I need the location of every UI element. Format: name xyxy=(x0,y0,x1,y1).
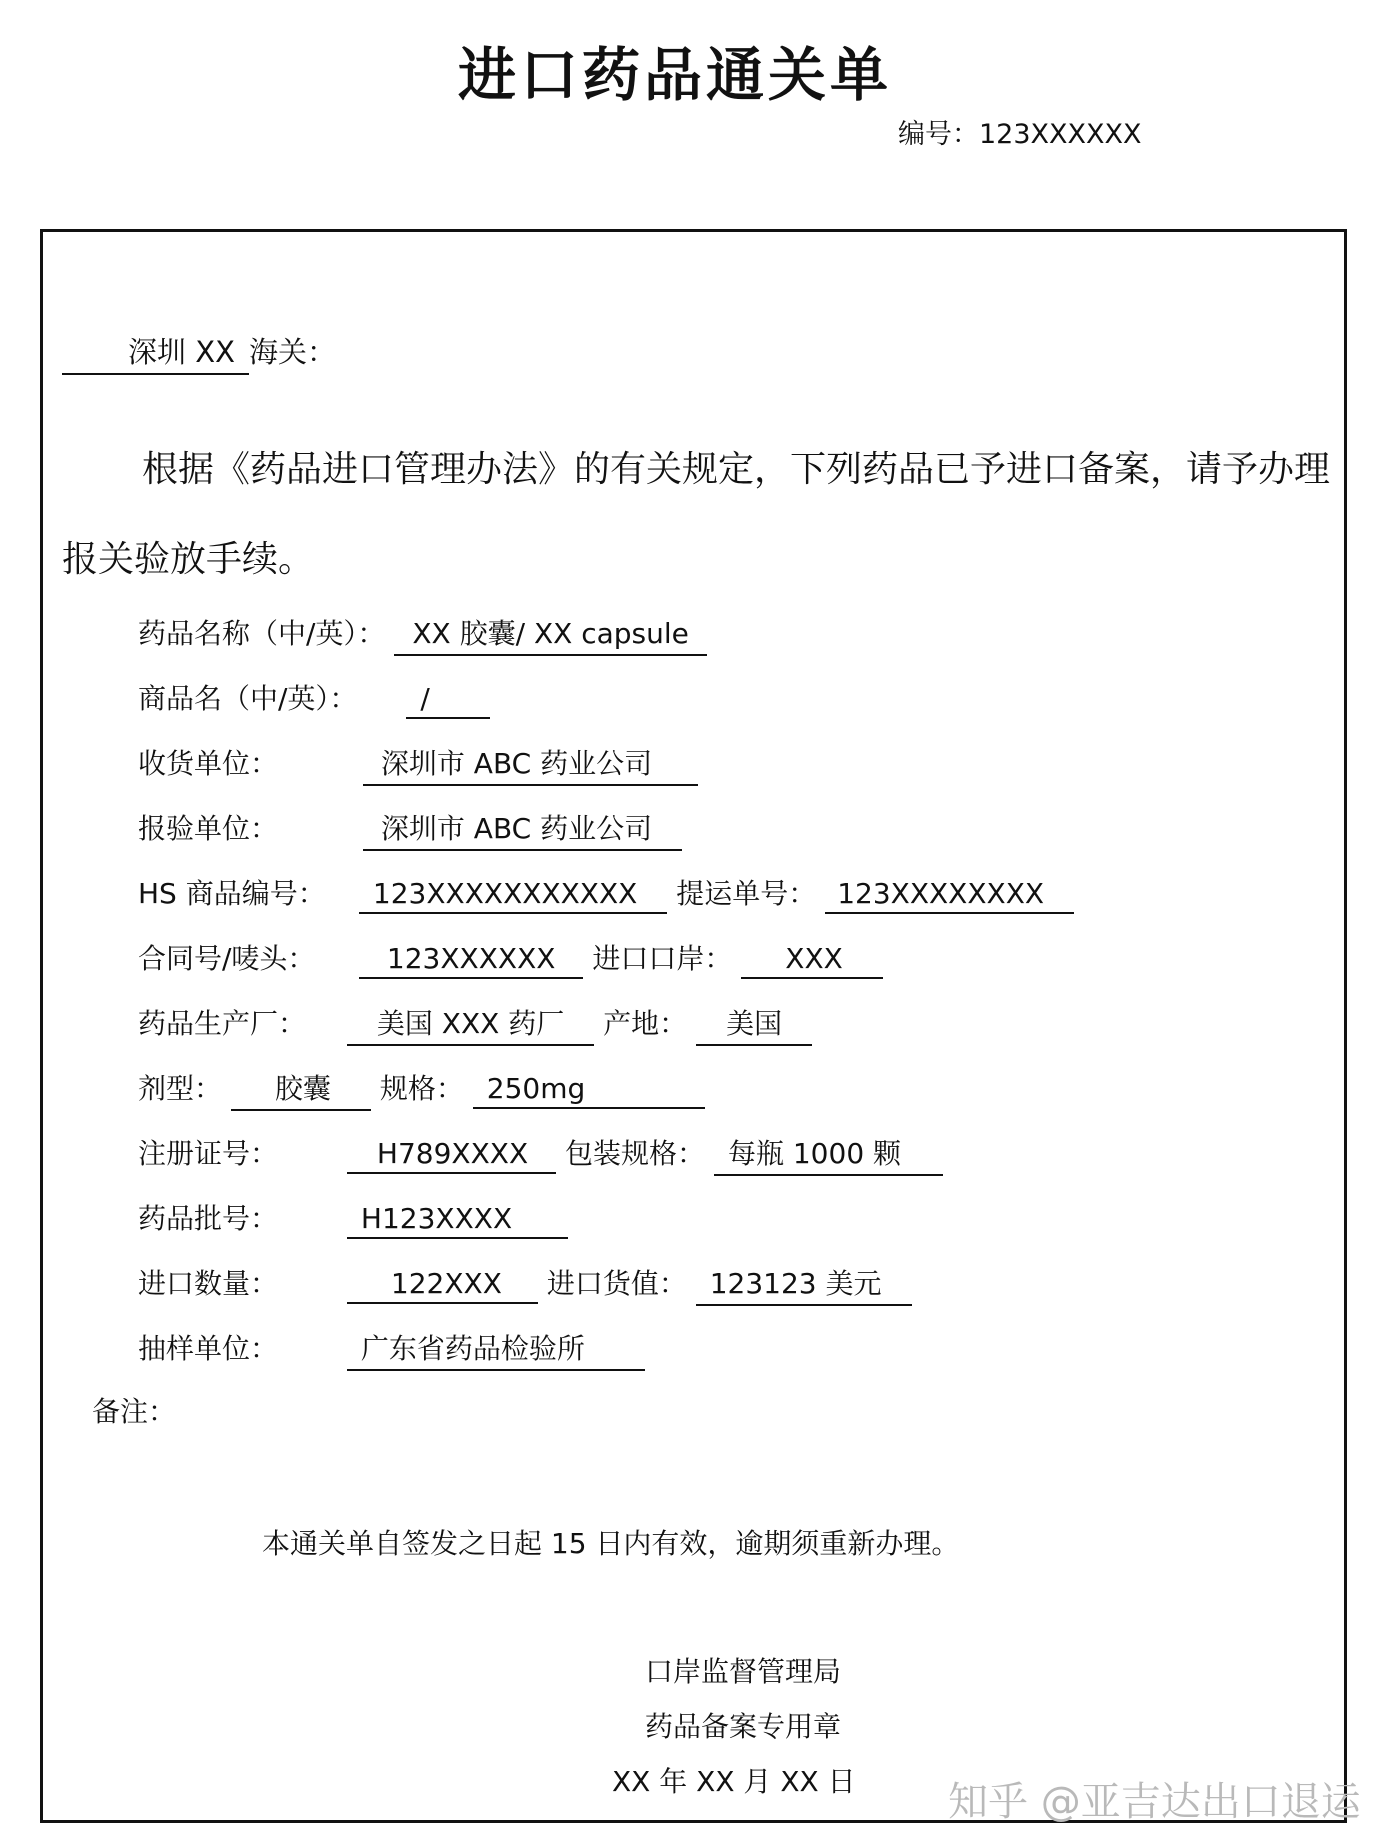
label-package: 包装规格： xyxy=(565,1137,706,1170)
row-quantity xyxy=(138,1262,912,1306)
remarks-label: 备注： xyxy=(92,1395,177,1428)
seal-name: 药品备案专用章 xyxy=(645,1710,842,1743)
value-batch-no: H123XXXX xyxy=(347,1202,568,1239)
value-manufacturer: 美国 XXX 药厂 xyxy=(347,1002,594,1046)
label-contract-no: 合同号/唛头： xyxy=(138,942,316,975)
validity-notice: 本通关单自签发之日起 15 日内有效，逾期须重新办理。 xyxy=(262,1527,960,1560)
value-hs-code: 123XXXXXXXXXXX xyxy=(359,877,667,914)
value-spec: 250mg xyxy=(473,1072,706,1109)
issue-date: XX 年 XX 月 XX 日 xyxy=(612,1765,856,1798)
watermark: 知乎 @亚吉达出口退运 xyxy=(948,1779,1361,1825)
value-value: 123123 美元 xyxy=(696,1262,912,1306)
value-inspection-unit: 深圳市 ABC 药业公司 xyxy=(363,807,682,851)
customs-name: 深圳 XX xyxy=(62,330,249,375)
row-dosage-form xyxy=(138,1067,705,1111)
value-trade-name: / xyxy=(406,682,489,719)
seal-authority: 口岸监督管理局 xyxy=(645,1655,842,1688)
label-dosage-form: 剂型： xyxy=(138,1072,223,1105)
label-trade-name: 商品名（中/英）： xyxy=(138,682,358,715)
value-bl-no: 123XXXXXXXX xyxy=(825,877,1074,914)
label-value: 进口货值： xyxy=(546,1267,687,1300)
label-origin: 产地： xyxy=(603,1007,688,1040)
value-consignee: 深圳市 ABC 药业公司 xyxy=(363,742,698,786)
label-bl-no: 提运单号： xyxy=(676,877,817,910)
document-number: 编号：123XXXXXX xyxy=(898,119,1142,150)
value-dosage-form: 胶囊 xyxy=(231,1067,371,1111)
row-manufacturer xyxy=(138,1002,812,1046)
label-reg-no: 注册证号： xyxy=(138,1137,279,1170)
row-batch-no xyxy=(138,1197,568,1239)
row-trade-name xyxy=(138,677,490,719)
label-sampling-unit: 抽样单位： xyxy=(138,1332,279,1365)
label-hs-code: HS 商品编号： xyxy=(138,877,326,910)
row-drug-name xyxy=(138,612,707,656)
row-reg-no xyxy=(138,1132,943,1176)
value-quantity: 122XXX xyxy=(347,1267,538,1304)
intro-paragraph: 根据《药品进口管理办法》的有关规定，下列药品已予进口备案，请予办理报关验放手续。 xyxy=(62,449,1331,580)
label-quantity: 进口数量： xyxy=(138,1267,279,1300)
label-port: 进口口岸： xyxy=(592,942,733,975)
label-spec: 规格： xyxy=(379,1072,464,1105)
value-sampling-unit: 广东省药品检验所 xyxy=(347,1327,645,1371)
label-manufacturer: 药品生产厂： xyxy=(138,1007,307,1040)
row-contract-no xyxy=(138,937,883,979)
customs-suffix: 海关： xyxy=(248,335,336,369)
value-package: 每瓶 1000 颗 xyxy=(714,1132,943,1176)
label-batch-no: 药品批号： xyxy=(138,1202,279,1235)
value-origin: 美国 xyxy=(696,1002,812,1046)
value-reg-no: H789XXXX xyxy=(347,1137,556,1174)
row-inspection-unit xyxy=(138,807,682,851)
row-hs-code xyxy=(138,872,1074,914)
row-consignee xyxy=(138,742,698,786)
customs-address xyxy=(62,330,336,375)
value-port: XXX xyxy=(741,942,883,979)
value-drug-name: XX 胶囊/ XX capsule xyxy=(394,612,707,656)
label-drug-name: 药品名称（中/英）： xyxy=(138,617,386,650)
label-inspection-unit: 报验单位： xyxy=(138,812,279,845)
label-consignee: 收货单位： xyxy=(138,747,279,780)
document-title: 进口药品通关单 xyxy=(457,41,892,109)
row-sampling-unit xyxy=(138,1327,645,1371)
value-contract-no: 123XXXXXX xyxy=(359,942,584,979)
